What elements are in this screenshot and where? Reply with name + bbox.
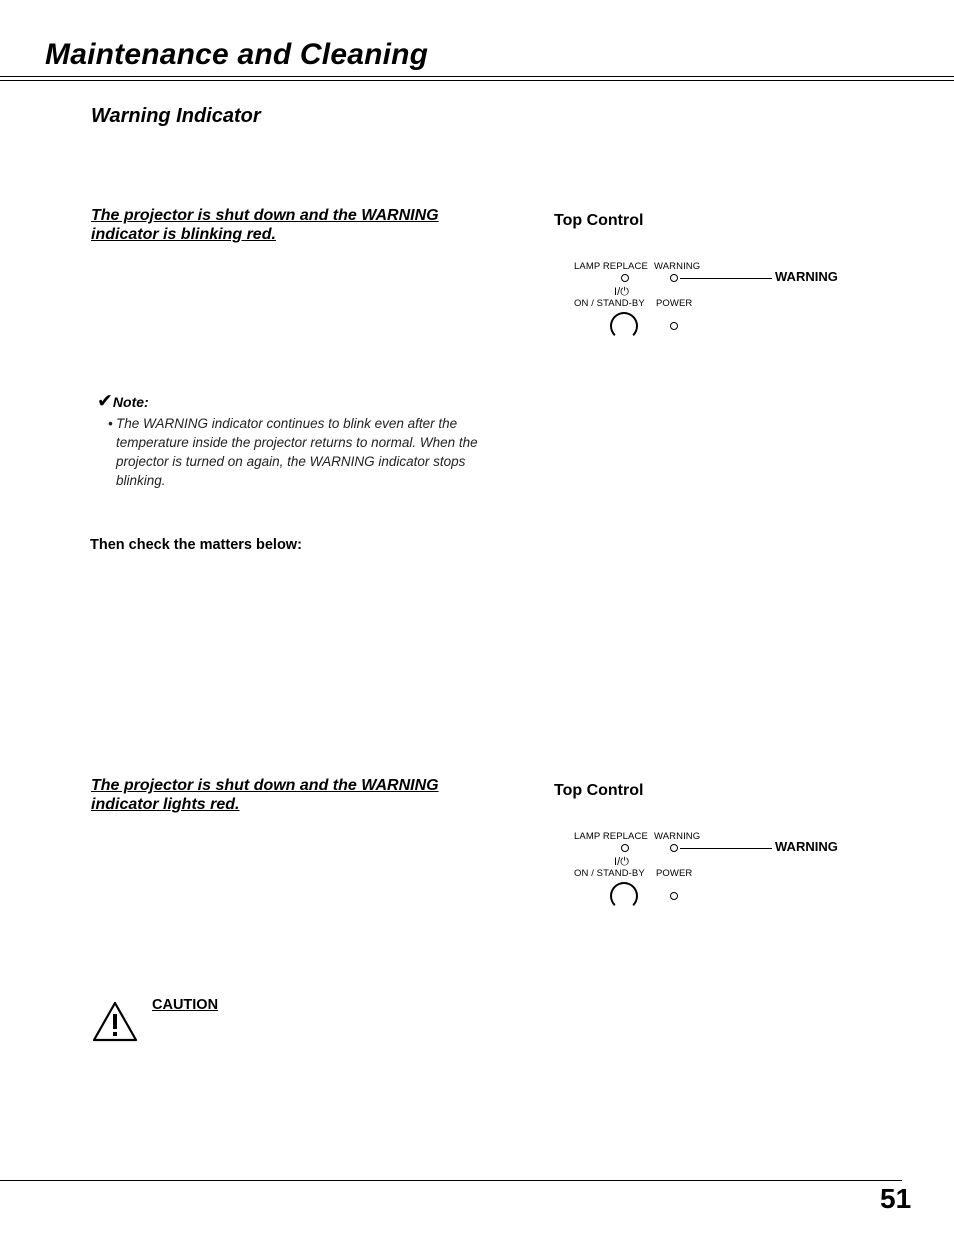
power-led-icon	[670, 892, 678, 900]
warning-leader-line	[680, 278, 772, 279]
chapter-title: Maintenance and Cleaning	[45, 38, 429, 71]
lamp-replace-label: LAMP REPLACE	[574, 831, 648, 842]
lamp-replace-led-icon	[621, 274, 629, 282]
note-body	[108, 414, 483, 490]
on-standby-button-icon	[610, 882, 638, 910]
top-control-label-2: Top Control	[554, 782, 644, 799]
on-standby-label: ON / STAND-BY	[574, 298, 645, 309]
warning-callout: WARNING	[775, 839, 838, 854]
note-bullet: •	[108, 416, 113, 431]
section-title: Warning Indicator	[91, 105, 261, 127]
warning-led-icon	[670, 844, 678, 852]
case-blinking-heading: The projector is shut down and the WARNING indicator is blinking red.	[91, 207, 439, 243]
on-standby-label: ON / STAND-BY	[574, 868, 645, 879]
header-rule	[0, 76, 954, 77]
header-rule-thin	[0, 80, 954, 81]
lamp-replace-label: LAMP REPLACE	[574, 261, 648, 272]
caution-label: CAUTION	[152, 997, 219, 1013]
power-indicator-label: POWER	[656, 868, 693, 879]
warning-callout: WARNING	[775, 269, 838, 284]
top-control-panel-2	[570, 828, 860, 918]
warning-indicator-label: WARNING	[654, 831, 701, 842]
footer-rule	[0, 1180, 902, 1181]
power-indicator-label: POWER	[656, 298, 693, 309]
warning-leader-line	[680, 848, 772, 849]
lamp-replace-led-icon	[621, 844, 629, 852]
warning-triangle-icon	[92, 1000, 138, 1042]
note-label: Note:	[112, 394, 149, 410]
top-control-panel	[570, 258, 860, 348]
warning-indicator-label: WARNING	[654, 261, 701, 272]
on-standby-button-icon	[610, 312, 638, 340]
power-led-icon	[670, 322, 678, 330]
page-number: 51	[880, 1183, 912, 1214]
power-symbol-label: I/⏻	[614, 286, 630, 298]
then-check-text: Then check the matters below:	[90, 537, 302, 553]
checkmark-icon: ✔	[97, 391, 113, 412]
case-lights-heading: The projector is shut down and the WARNING indicator lights red.	[91, 777, 439, 813]
power-symbol-label: I/⏻	[614, 856, 630, 868]
note-heading	[97, 390, 149, 413]
top-control-label: Top Control	[554, 212, 644, 229]
note-text: The WARNING indicator continues to blink even after the temperature inside the projector returns to normal. When the projector is turned on again, the WARNING indicator stops blinking.	[116, 416, 478, 488]
warning-led-icon	[670, 274, 678, 282]
